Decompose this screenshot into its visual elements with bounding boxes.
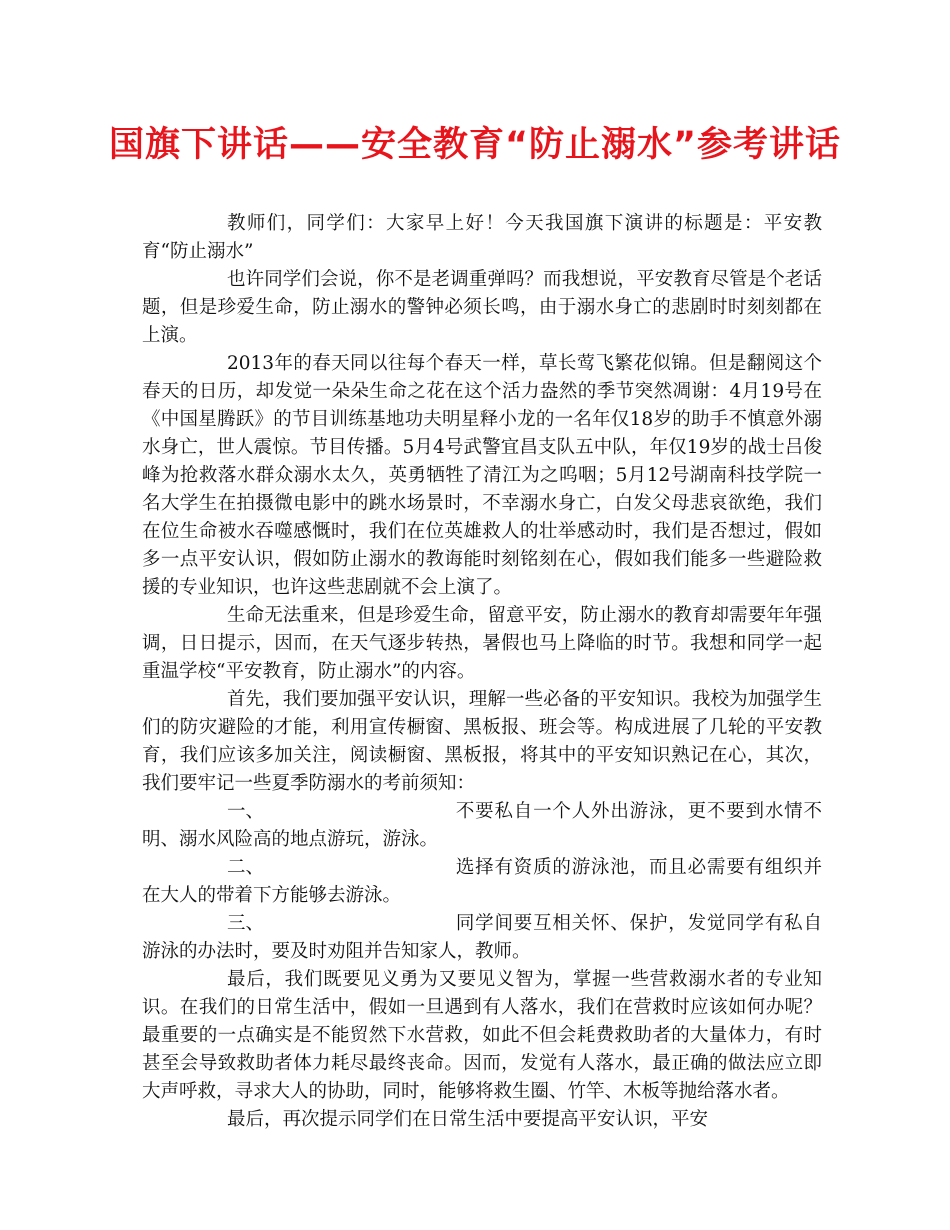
list-item-3: [142, 910, 822, 966]
paragraph-rescue-knowledge: 最后，我们既要见义勇为又要见义智为，掌握一些营救溺水者的专业知识。在我们的日常生活中，假如一旦遇到有人落水，我们在营救时应该如何办呢？最重要的一点确实是不能贸然下水营救，如此不但会耗费救助者的大量体力，有时甚至会导致救助者体力耗尽最终丧命。因而，发觉有人落水，最正确的做法应立即大声呼救，寻求大人的协助，同时，能够将救生圈、竹竿、木板等抛给落水者。: [142, 969, 822, 1102]
list-item-text: 选择有资质的游泳池，而且必需要有组织并在大人的带着下方能够去游泳。: [142, 857, 822, 906]
paragraph-spring-2013: 2013年的春天同以往每个春天一样，草长莺飞繁花似锦。但是翻阅这个春天的日历，却发觉一朵朵生命之花在这个活力盎然的季节突然凋谢：4月19号在《中国星腾跃》的节目训练基地功夫明星释小龙的一名年仅18岁的助手不慎意外溺水身亡，世人震惊。节目传播。5月4号武警宜昌支队五中队，年仅19岁的战士吕俊峰为抢救落水群众溺水太久，英勇牺牲了清江为之呜咽；5月12号湖南科技学院一名大学生在拍摄微电影中的跳水场景时，不幸溺水身亡，白发父母悲哀欲绝，我们在位生命被水吞噬感慨时，我们在位英雄救人的壮举感动时，我们是否想过，假如多一点平安认识，假如防止溺水的教诲能时刻铭刻在心，假如我们能多一些避险救援的专业知识，也许这些悲剧就不会上演了。: [142, 353, 822, 598]
paragraph-final-reminder: 最后，再次提示同学们在日常生活中要提高平安认识，平安: [227, 1109, 709, 1130]
paragraph-first-awareness: 首先，我们要加强平安认识，理解一些必备的平安知识。我校为加强学生们的防灾避险的才能，利用宣传橱窗、黑板报、班会等。构成进展了几轮的平安教育，我们应该多加关注，阅读橱窗、黑板报，将其中的平安知识熟记在心，其次，我们要牢记一些夏季防溺水的考前须知：: [142, 689, 822, 794]
document-body: [142, 210, 822, 1134]
list-item-text: 同学间要互相关怀、保护，发觉同学有私自游泳的办法时，要及时劝阻并告知家人，教师。: [142, 913, 822, 962]
paragraph-intro: 也许同学们会说，你不是老调重弹吗？而我想说，平安教育尽管是个老话题，但是珍爱生命，防止溺水的警钟必须长鸣，由于溺水身亡的悲剧时时刻刻都在上演。: [142, 269, 822, 346]
list-item-1: [142, 798, 822, 854]
document-title: 国旗下讲话——安全教育“防止溺水”参考讲话: [108, 125, 841, 165]
list-item-text: 不要私自一个人外出游泳，更不要到水情不明、溺水风险高的地点游玩，游泳。: [142, 801, 822, 850]
paragraph-greeting: 教师们，同学们：大家早上好！今天我国旗下演讲的标题是：平安教育“防止溺水”: [142, 213, 822, 262]
paragraph-cherish-life: 生命无法重来，但是珍爱生命，留意平安，防止溺水的教育却需要年年强调，日日提示，因而，在天气逐步转热，暑假也马上降临的时节。我想和同学一起重温学校“平安教育，防止溺水”的内容。: [142, 605, 822, 682]
list-item-number: 三、: [227, 913, 265, 934]
list-item-number: 二、: [227, 857, 265, 878]
list-item-2: [142, 854, 822, 910]
list-item-number: 一、: [227, 801, 265, 822]
